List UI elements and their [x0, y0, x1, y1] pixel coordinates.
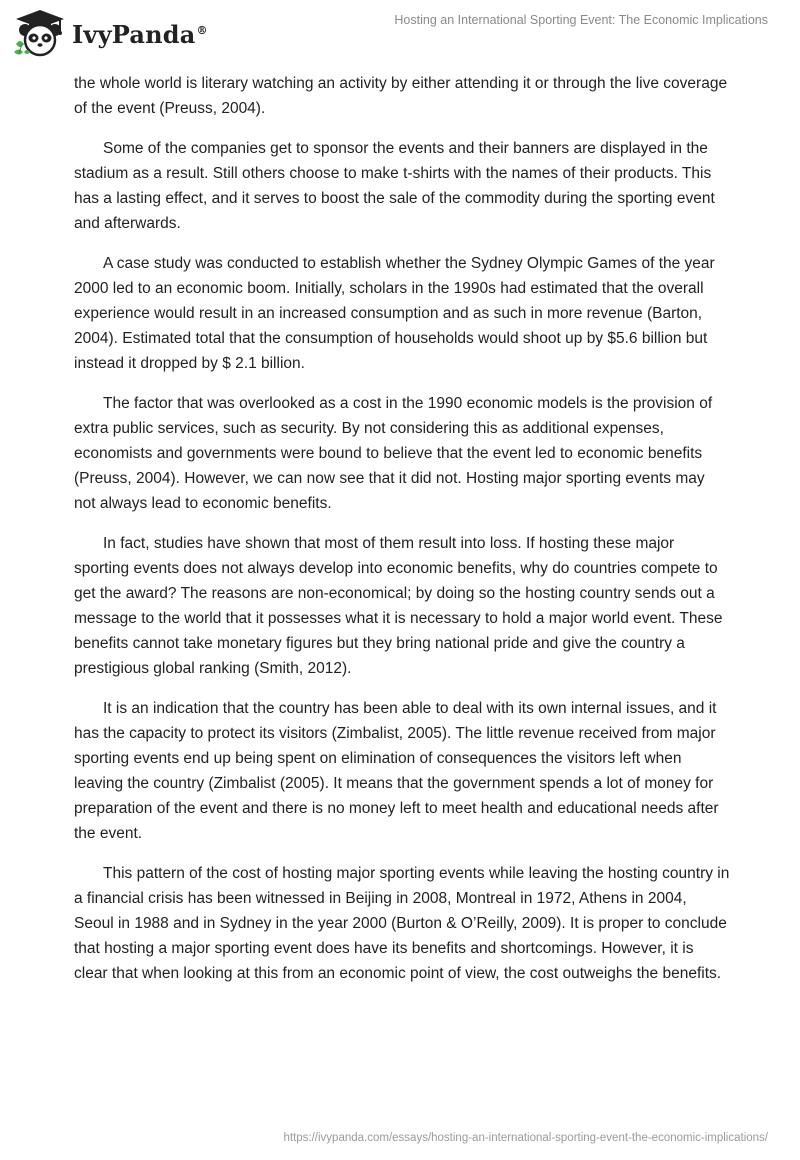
paragraph-3: A case study was conducted to establish whether the Sydney Olympic Games of the year 2000 led to an economic boom. Initially, scholars in the 1990s had estimated that the overall experience would result in an increased consumption and as such in more revenue (Barton, 2004). Estimated total that the consumption of households would shoot up by $5.6 billion but instead it dropped by $ 2.1 billion.: [74, 255, 715, 372]
paragraph-5: In fact, studies have shown that most of them result into loss. If hosting these major sporting events does not always develop into economic benefits, why do countries compete to get the award? The reasons are non-economical; by doing so the hosting country sends out a message to the world that it possesses what it is necessary to hold a major world event. These benefits cannot take monetary figures but they bring national pride and give the country a prestigious global ranking (Smith, 2012).: [74, 535, 723, 677]
ivypanda-logo[interactable]: [12, 8, 208, 58]
paragraph-7: This pattern of the cost of hosting major sporting events while leaving the hosting country in a financial crisis has been witnessed in Beijing in 2008, Montreal in 1972, Athens in 2004, Seoul in 1988 and in Sydney in the year 2000 (Burton & O’Reilly, 2009). It is proper to conclude that hosting a major sporting event does have its benefits and shortcomings. However, it is clear that when looking at this from an economic point of view, the cost outweighs the benefits.: [74, 865, 730, 982]
page-header: [0, 0, 800, 70]
paragraph-2: Some of the companies get to sponsor the events and their banners are displayed in the stadium as a result. Still others choose to make t-shirts with the names of their products. This has a lasting effect, and it serves to boost the sale of the commodity during the sporting event and afterwards.: [74, 140, 715, 232]
panda-graduate-logo-icon: [12, 8, 68, 58]
essay-body: [74, 71, 730, 1001]
paragraph-6: It is an indication that the country has been able to deal with its own internal issues, and it has the capacity to protect its visitors (Zimbalist, 2005). The little revenue received from major sporting events end up being spent on elimination of consequences the visitors left when leaving the country (Zimbalist (2005). It means that the government spends a lot of money for preparation of the event and there is no money left to meet health and educational needs after the event.: [74, 700, 719, 842]
logo-wordmark: IvyPanda®: [72, 19, 208, 49]
document-title: Hosting an International Sporting Event: The Economic Implications: [394, 13, 768, 27]
paragraph-1: the whole world is literary watching an activity by either attending it or through the live coverage of the event (Preuss, 2004).: [74, 75, 728, 117]
source-url[interactable]: https://ivypanda.com/essays/hosting-an-international-sporting-event-the-economic-implications/: [283, 1132, 768, 1144]
paragraph-4: The factor that was overlooked as a cost in the 1990 economic models is the provision of extra public services, such as security. By not considering this as additional expenses, economists and governments were bound to believe that the event led to economic benefits (Preuss, 2004). However, we can now see that it did not. Hosting major sporting events may not always lead to economic benefits.: [74, 395, 713, 512]
